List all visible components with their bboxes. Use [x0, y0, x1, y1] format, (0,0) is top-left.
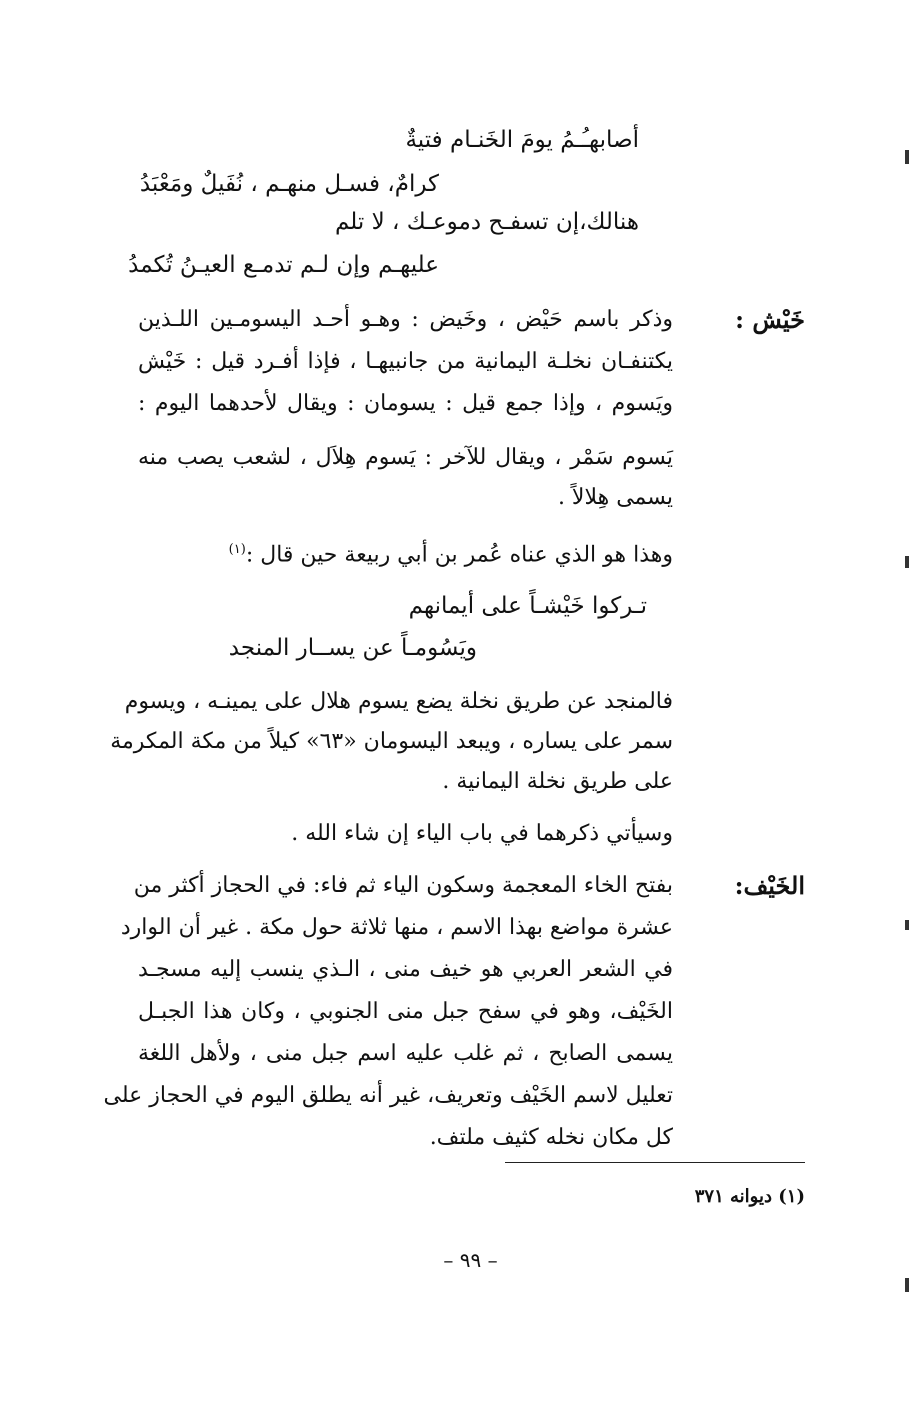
- scan-mark-4: [905, 1278, 909, 1292]
- khayf-line-4: الخَيْف، وهو في سفح جبل منى الجنوبي ، وكان هذا الجبـل: [138, 999, 673, 1024]
- khayf-line-3: في الشعر العربي هو خيف منى ، الـذي ينسب إليه مسجـد: [138, 957, 673, 982]
- khayf-line-1: بفتح الخاء المعجمة وسكون الياء ثم فاء: في الحجاز أكثر من: [133, 873, 673, 898]
- scan-mark-3: [905, 920, 909, 930]
- khaysh-para2-line3: على طريق نخلة اليمانية .: [442, 769, 673, 794]
- khaysh-verse-line2: ويَسُومـاً عن يســار المنجد: [228, 635, 477, 661]
- khayf-line-5: يسمى الصابح ، ثم غلب عليه اسم جبل منى ، ولأهل اللغة: [138, 1041, 673, 1066]
- quote-intro-text: وهذا هو الذي عناه عُمر بن أبي ربيعة حين قال :: [245, 542, 673, 568]
- khayf-line-2: عشرة مواضع بهذا الاسم ، منها ثلاثة حول مكة . غير أن الوارد: [120, 915, 673, 940]
- footnote: (١) ديوانه ٣٧١: [694, 1186, 805, 1207]
- khaysh-line-3: ويَسوم ، وإذا جمع قيل : يسومان : ويقال لأحدهما اليوم :: [138, 391, 673, 416]
- khaysh-para3: وسيأتي ذكرهما في باب الياء إن شاء الله .: [291, 821, 673, 846]
- verse1-line2: كرامٌ، فسـل منهـم ، نُفَيلٌ ومَعْبَدُ: [139, 171, 439, 197]
- khaysh-line-4: يَسوم سَمْر ، ويقال للآخر : يَسوم هِلاَل ، لشعب يصب منه: [138, 445, 673, 470]
- entry-term-khayf: الخَيْف:: [734, 871, 805, 900]
- khaysh-line-2: يكتنفـان نخلـة اليمانية من جانبيهـا ، فإذا أفـرد قيل : خَيْش: [138, 349, 673, 374]
- footnote-separator: [505, 1162, 805, 1163]
- khaysh-quote-intro: [229, 530, 673, 570]
- khayf-line-7: كل مكان نخله كثيف ملتف.: [429, 1125, 673, 1150]
- entry-term-khaysh: خَيْش :: [735, 305, 805, 334]
- verse1-line4: عليهـم وإن لـم تدمـع العيـنُ تُكمدُ: [128, 252, 439, 278]
- khaysh-line-1: وذكر باسم حَيْض ، وخَيض : وهـو أحـد اليسومـين اللـذين: [138, 307, 673, 332]
- khayf-line-6: تعليل لاسم الخَيْف وتعريف، غير أنه يطلق اليوم في الحجاز على: [103, 1083, 673, 1108]
- khaysh-para2-line1: فالمنجد عن طريق نخلة يضع يسوم هلال على يمينـه ، ويسوم: [124, 689, 673, 714]
- footnote-ref: (١): [228, 542, 246, 557]
- khaysh-verse-line1: تـركوا خَيْشـاً على أيمانهم: [408, 593, 647, 619]
- khaysh-para2-line2: سمر على يساره ، ويبعد اليسومان «٦٣» كيلاً من مكة المكرمة: [110, 729, 673, 754]
- page-number-text: – ٩٩ –: [443, 1248, 498, 1272]
- scan-mark-1: [905, 150, 909, 164]
- page-number: [0, 1245, 909, 1275]
- khaysh-line-5: يسمى هِلالاً .: [557, 485, 673, 510]
- verse1-line3: هنالك،إن تسفـح دموعـك ، لا تلم: [334, 209, 639, 235]
- verse1-line1: أصابهـُـمُ يومَ الخَنـام فتيةٌ: [405, 127, 639, 153]
- scan-mark-2: [905, 556, 909, 568]
